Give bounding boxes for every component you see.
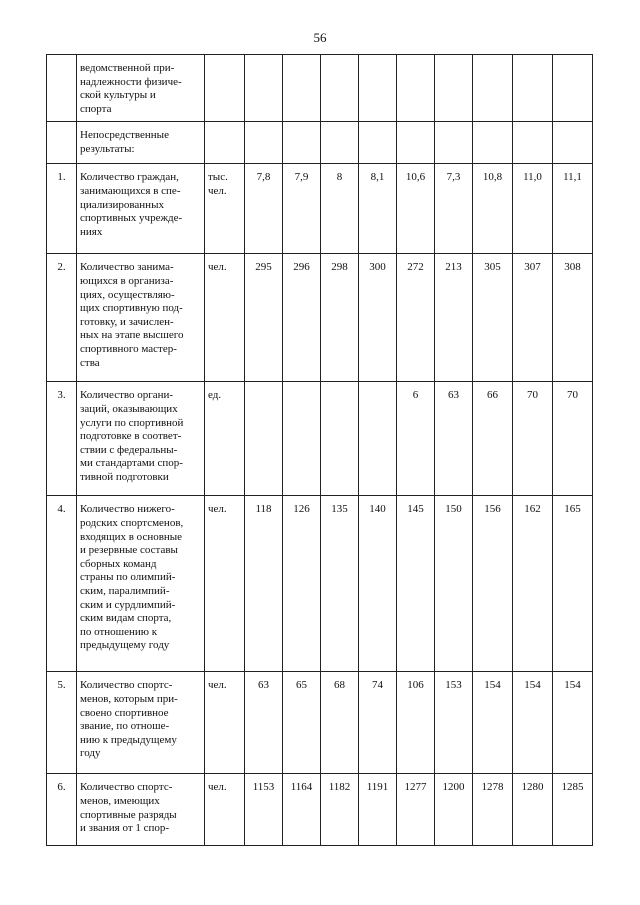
indicator-line: сборных команд [80, 557, 157, 570]
indicator-line: спортивные разряды [80, 808, 177, 821]
value-cell: 10,8 [473, 164, 513, 254]
indicator-line: спортивного мастер- [80, 342, 177, 355]
indicator-line: занимающихся в спе- [80, 184, 181, 197]
value-cell: 63 [435, 382, 473, 496]
value-cell: 300 [359, 254, 397, 382]
value-cell: 6 [397, 382, 435, 496]
indicator-line: тивной подготовки [80, 470, 169, 483]
unit-line: ед. [208, 389, 222, 402]
value-cell: 298 [321, 254, 359, 382]
value-cell: 1182 [321, 774, 359, 846]
indicator-cell [77, 672, 205, 774]
value-cell: 1191 [359, 774, 397, 846]
value-cell: 63 [245, 672, 283, 774]
indicators-table [46, 54, 593, 846]
table-row [47, 55, 593, 122]
indicator-line: и резервные составы [80, 544, 178, 557]
value-cell [473, 55, 513, 122]
value-cell: 68 [321, 672, 359, 774]
unit-cell [205, 164, 245, 254]
indicator-line: Количество нижего- [80, 503, 175, 516]
value-cell: 74 [359, 672, 397, 774]
indicator-line: ствии с федеральны- [80, 443, 178, 456]
value-cell: 11,0 [513, 164, 553, 254]
indicator-line: ных на этапе высшего [80, 329, 184, 342]
table-row [47, 122, 593, 164]
value-cell: 65 [283, 672, 321, 774]
value-cell [473, 122, 513, 164]
value-cell: 154 [513, 672, 553, 774]
value-cell: 156 [473, 496, 513, 672]
row-number-cell: 3. [47, 382, 77, 496]
value-cell [513, 122, 553, 164]
value-cell [553, 55, 593, 122]
unit-line: чел. [208, 503, 227, 516]
row-number-cell: 1. [47, 164, 77, 254]
row-number-cell [47, 55, 77, 122]
value-cell: 296 [283, 254, 321, 382]
unit-line: чел. [208, 184, 227, 197]
value-cell: 135 [321, 496, 359, 672]
indicator-line: году [80, 747, 101, 760]
value-cell: 8 [321, 164, 359, 254]
indicator-line: ства [80, 356, 100, 369]
unit-cell [205, 496, 245, 672]
unit-cell [205, 774, 245, 846]
indicator-cell [77, 254, 205, 382]
indicator-line: результаты: [80, 142, 135, 155]
value-cell: 1280 [513, 774, 553, 846]
value-cell [397, 55, 435, 122]
indicator-line: менов, которым при- [80, 692, 178, 705]
indicator-line: звание, по отноше- [80, 720, 170, 733]
value-cell [513, 55, 553, 122]
table-body [47, 55, 593, 846]
unit-line: чел. [208, 679, 227, 692]
value-cell: 154 [473, 672, 513, 774]
table-row [47, 672, 593, 774]
table-row [47, 254, 593, 382]
value-cell [245, 382, 283, 496]
value-cell: 154 [553, 672, 593, 774]
value-cell [435, 122, 473, 164]
value-cell: 118 [245, 496, 283, 672]
value-cell [359, 55, 397, 122]
value-cell [245, 122, 283, 164]
value-cell: 165 [553, 496, 593, 672]
value-cell [435, 55, 473, 122]
value-cell: 11,1 [553, 164, 593, 254]
value-cell [283, 382, 321, 496]
row-number-cell [47, 122, 77, 164]
indicator-line: Количество спортс- [80, 679, 173, 692]
value-cell [321, 382, 359, 496]
indicator-line: готовку, и зачислен- [80, 315, 174, 328]
value-cell: 1200 [435, 774, 473, 846]
value-cell: 7,9 [283, 164, 321, 254]
value-cell: 66 [473, 382, 513, 496]
indicator-line: своено спортивное [80, 706, 169, 719]
unit-line: чел. [208, 261, 227, 274]
indicator-line: заций, оказывающих [80, 402, 178, 415]
value-cell: 145 [397, 496, 435, 672]
value-cell: 70 [553, 382, 593, 496]
value-cell [245, 55, 283, 122]
indicator-line: ским и сурдлимпий- [80, 598, 176, 611]
indicator-line: спорта [80, 102, 112, 115]
indicator-line: Количество занима- [80, 261, 174, 274]
indicator-line: Непосредственные [80, 129, 169, 142]
table-row [47, 496, 593, 672]
value-cell: 1164 [283, 774, 321, 846]
indicator-line: предыдущему году [80, 639, 170, 652]
value-cell [283, 55, 321, 122]
indicator-line: менов, имеющих [80, 794, 160, 807]
indicator-line: нию к предыдущему [80, 733, 177, 746]
unit-cell [205, 382, 245, 496]
unit-cell [205, 672, 245, 774]
indicator-line: входящих в основные [80, 530, 183, 543]
value-cell: 305 [473, 254, 513, 382]
indicator-line: Количество спортс- [80, 781, 173, 794]
value-cell: 272 [397, 254, 435, 382]
indicator-line: спортивных учрежде- [80, 212, 183, 225]
value-cell [553, 122, 593, 164]
row-number-cell: 6. [47, 774, 77, 846]
value-cell: 106 [397, 672, 435, 774]
indicator-line: подготовке в соответ- [80, 430, 182, 443]
indicator-line: ской культуры и [80, 89, 156, 102]
indicator-line: ским видам спорта, [80, 612, 172, 625]
value-cell: 162 [513, 496, 553, 672]
value-cell: 308 [553, 254, 593, 382]
value-cell: 10,6 [397, 164, 435, 254]
indicator-cell [77, 55, 205, 122]
indicator-line: надлежности физиче- [80, 75, 182, 88]
indicator-line: Количество органи- [80, 389, 174, 402]
row-number-cell: 5. [47, 672, 77, 774]
indicator-cell [77, 122, 205, 164]
indicator-line: Количество граждан, [80, 171, 179, 184]
value-cell: 70 [513, 382, 553, 496]
indicator-line: ющихся в организа- [80, 274, 174, 287]
indicator-line: по отношению к [80, 625, 158, 638]
page-number: 56 [313, 30, 327, 45]
indicator-line: циях, осуществляю- [80, 288, 175, 301]
value-cell: 8,1 [359, 164, 397, 254]
unit-line: чел. [208, 781, 227, 794]
unit-cell [205, 254, 245, 382]
indicator-line: ведомственной при- [80, 62, 175, 74]
value-cell: 307 [513, 254, 553, 382]
indicator-line: ским, паралимпий- [80, 584, 170, 597]
value-cell: 295 [245, 254, 283, 382]
table-row [47, 164, 593, 254]
value-cell: 7,8 [245, 164, 283, 254]
indicator-line: щих спортивную под- [80, 302, 183, 315]
value-cell: 213 [435, 254, 473, 382]
row-number-cell: 4. [47, 496, 77, 672]
indicator-cell [77, 774, 205, 846]
indicator-cell [77, 164, 205, 254]
value-cell [359, 122, 397, 164]
value-cell [397, 122, 435, 164]
indicator-cell [77, 382, 205, 496]
value-cell: 150 [435, 496, 473, 672]
value-cell: 1278 [473, 774, 513, 846]
unit-cell [205, 122, 245, 164]
value-cell [359, 382, 397, 496]
table-row [47, 382, 593, 496]
unit-line: тыс. [208, 171, 228, 184]
indicator-line: ниях [80, 225, 103, 238]
indicator-line: родских спортсменов, [80, 516, 184, 529]
value-cell: 7,3 [435, 164, 473, 254]
value-cell: 140 [359, 496, 397, 672]
value-cell: 153 [435, 672, 473, 774]
indicator-line: циализированных [80, 198, 164, 211]
indicator-line: и звания от 1 спор- [80, 822, 170, 835]
value-cell: 1285 [553, 774, 593, 846]
indicator-cell [77, 496, 205, 672]
indicator-line: ми стандартами спор- [80, 457, 183, 470]
indicator-line: услуги по спортивной [80, 416, 184, 429]
value-cell [283, 122, 321, 164]
table-row [47, 774, 593, 846]
value-cell: 1153 [245, 774, 283, 846]
value-cell: 1277 [397, 774, 435, 846]
row-number-cell: 2. [47, 254, 77, 382]
value-cell [321, 122, 359, 164]
value-cell [321, 55, 359, 122]
indicator-line: страны по олимпий- [80, 571, 176, 584]
value-cell: 126 [283, 496, 321, 672]
unit-cell [205, 55, 245, 122]
